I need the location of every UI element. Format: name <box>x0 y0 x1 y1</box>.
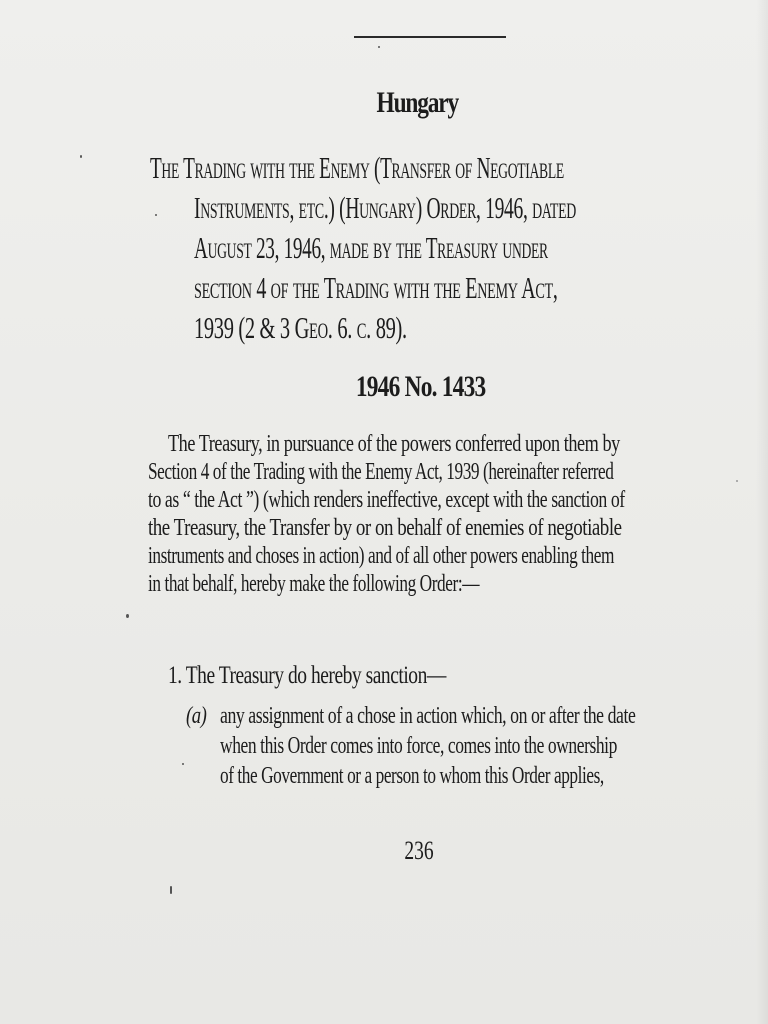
preamble-line-5: instruments and choses in action) and of all other powers enabling them <box>148 543 615 569</box>
scan-speck <box>155 214 157 216</box>
top-rule <box>354 36 506 38</box>
preamble-line-4: the Treasury, the Transfer by or on behalf of enemies of negotiable <box>148 515 622 541</box>
title-line-5: 1939 (2 & 3 Geo. 6. c. 89). <box>194 310 407 345</box>
order-number: 1946 No. 1433 <box>356 370 486 403</box>
item-a-line-1: any assignment of a chose in action which, on or after the date <box>220 703 636 729</box>
preamble-line-1: The Treasury, in pursuance of the powers conferred upon them by <box>168 431 620 457</box>
preamble-line-3: to as “ the Act ”) (which renders ineffective, except with the sanction of <box>148 487 625 513</box>
title-line-3: August 23, 1946, made by the Treasury under <box>194 230 548 265</box>
preamble-line-2: Section 4 of the Trading with the Enemy Act, 1939 (hereinafter referred <box>148 459 614 485</box>
section-1: 1. The Treasury do hereby sanction— <box>168 662 446 689</box>
title-line-2: Instruments, etc.) (Hungary) Order, 1946, dated <box>194 190 576 225</box>
title-line-4: section 4 of the Trading with the Enemy Act, <box>194 270 558 305</box>
item-a-line-3: of the Government or a person to whom this Order applies, <box>220 763 604 789</box>
scan-speck <box>378 46 380 48</box>
item-a-label: (a) <box>186 703 207 729</box>
scan-speck <box>170 886 172 894</box>
scan-speck <box>182 763 184 765</box>
page-number: 236 <box>403 836 434 865</box>
country-heading: Hungary <box>376 86 459 119</box>
scan-speck <box>126 614 129 618</box>
scan-speck <box>80 155 82 158</box>
title-line-1: The Trading with the Enemy (Transfer of Negotiable <box>150 150 564 185</box>
item-a-line-2: when this Order comes into force, comes into the ownership <box>220 733 617 759</box>
preamble-line-6: in that behalf, hereby make the following Order:— <box>148 571 480 597</box>
page-edge-shadow <box>756 0 768 1024</box>
scan-speck <box>736 480 738 482</box>
